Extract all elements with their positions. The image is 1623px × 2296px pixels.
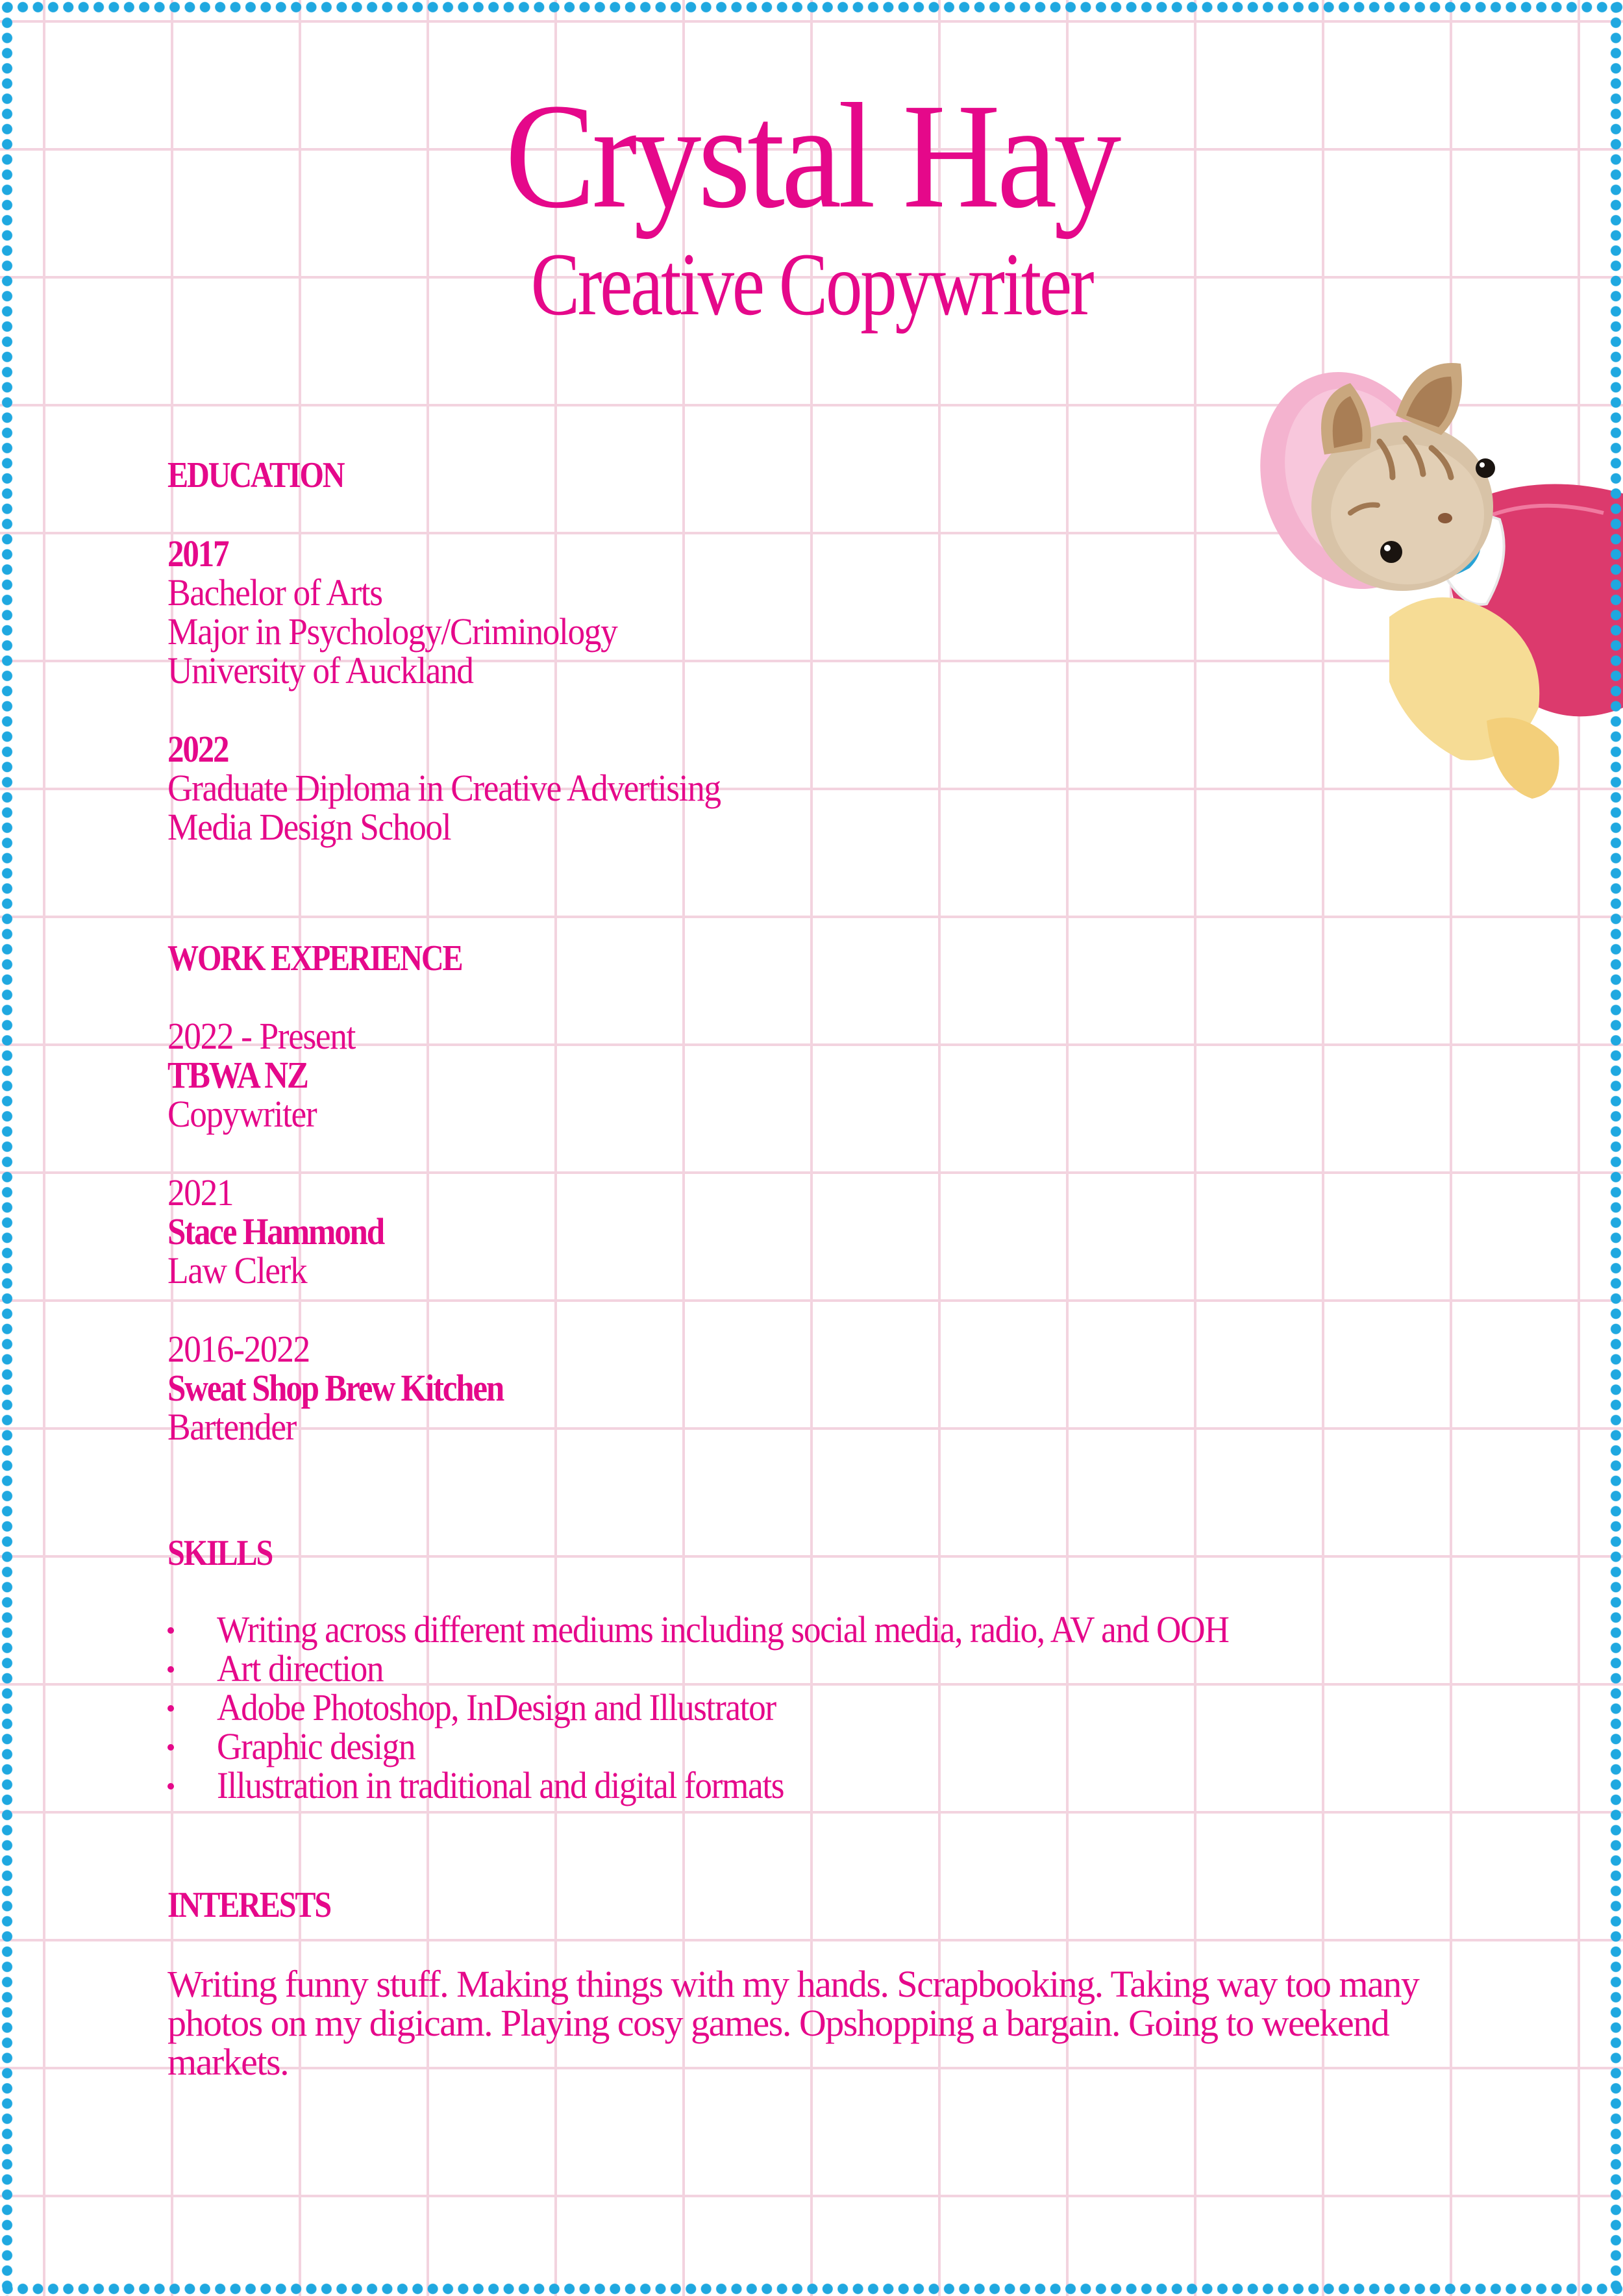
education-major: Major in Psychology/Criminology	[167, 610, 617, 653]
education-institution: Media Design School	[167, 806, 451, 848]
work-employer: TBWA NZ	[167, 1054, 308, 1096]
cat-figurine-icon	[1253, 344, 1623, 812]
bullet-icon	[167, 1783, 174, 1790]
work-employer: Sweat Shop Brew Kitchen	[167, 1367, 504, 1409]
education-institution: University of Auckland	[167, 649, 473, 692]
skill-text: Illustration in traditional and digital formats	[217, 1764, 784, 1806]
skill-text: Writing across different mediums including social media, radio, AV and OOH	[217, 1608, 1229, 1651]
education-heading: EDUCATION	[167, 455, 344, 495]
border-top-dots	[0, 0, 1623, 14]
bullet-icon	[167, 1666, 174, 1673]
education-year: 2022	[167, 728, 229, 770]
interests-text: Writing funny stuff. Making things with my hands. Scrapbooking. Taking way too many photos on my digicam. Playing cosy games. Opshopping a bargain. Going to weekend markets.	[167, 1963, 1419, 2083]
work-years: 2016-2022	[167, 1328, 310, 1370]
candidate-name: Crystal Hay	[505, 73, 1118, 240]
bullet-icon	[167, 1705, 174, 1712]
skills-heading: SKILLS	[167, 1533, 273, 1573]
border-bottom-dots	[0, 2282, 1623, 2296]
work-employer: Stace Hammond	[167, 1210, 384, 1253]
work-role: Copywriter	[167, 1093, 317, 1135]
education-degree: Graduate Diploma in Creative Advertising	[167, 767, 721, 809]
education-year: 2017	[167, 532, 229, 575]
skill-text: Graphic design	[217, 1725, 415, 1767]
education-degree: Bachelor of Arts	[167, 571, 382, 614]
work-role: Bartender	[167, 1406, 296, 1448]
work-heading: WORK EXPERIENCE	[167, 938, 462, 979]
skill-text: Adobe Photoshop, InDesign and Illustrator	[217, 1686, 776, 1728]
bullet-icon	[167, 1744, 174, 1751]
candidate-role: Creative Copywriter	[530, 234, 1093, 334]
work-years: 2021	[167, 1171, 234, 1214]
border-left-dots	[0, 0, 14, 2296]
skill-text: Art direction	[217, 1647, 384, 1690]
work-years: 2022 - Present	[167, 1015, 355, 1057]
bullet-icon	[167, 1627, 174, 1634]
work-role: Law Clerk	[167, 1249, 307, 1292]
interests-heading: INTERESTS	[167, 1885, 331, 1925]
resume-header	[0, 73, 1623, 334]
